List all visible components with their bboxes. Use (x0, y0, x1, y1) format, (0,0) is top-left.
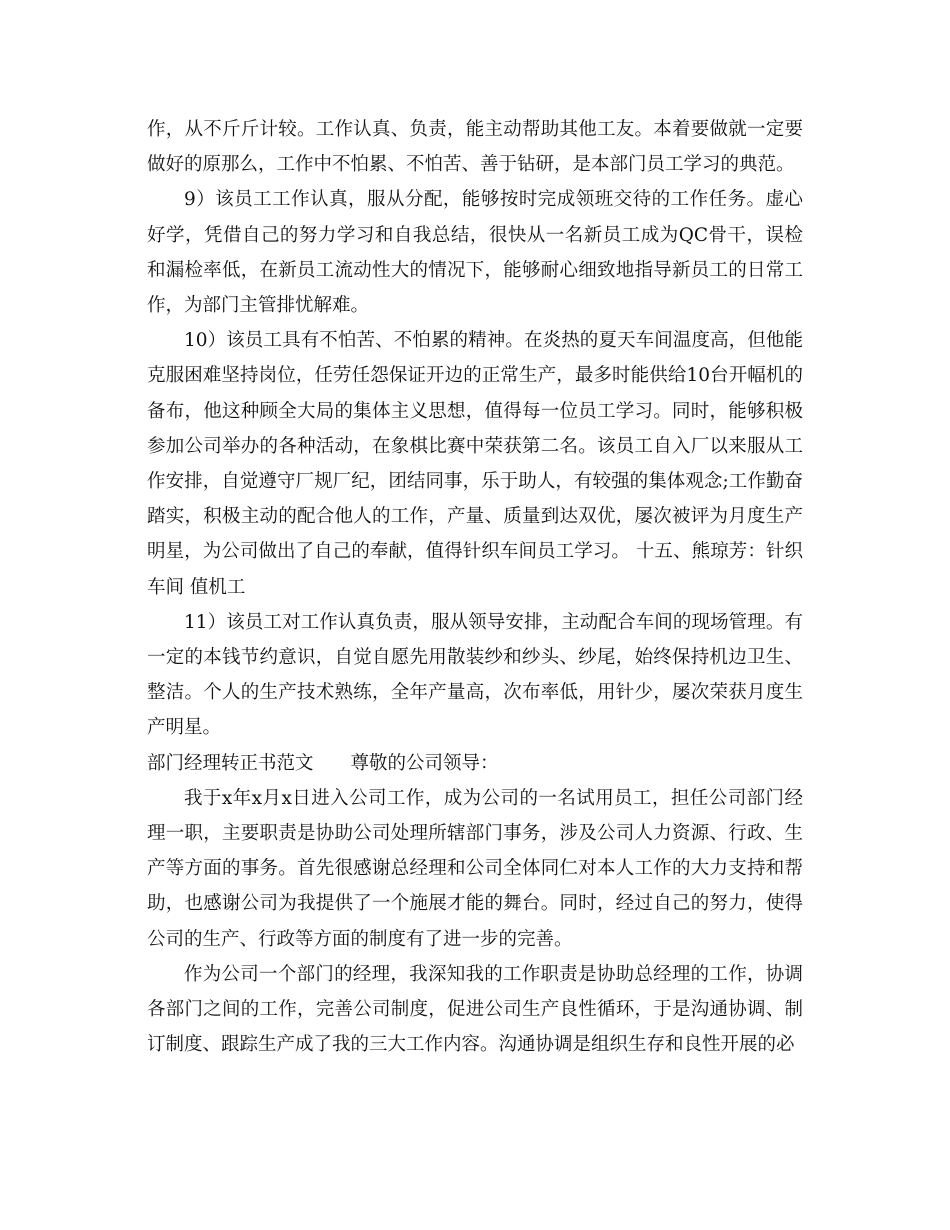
letter-salutation: 尊敬的公司领导： (350, 752, 499, 774)
letter-heading (147, 746, 803, 781)
paragraph-continuation: 作，从不斤斤计较。工作认真、负责，能主动帮助其他工友。本着要做就一定要做好的原那么，工作中不怕累、不怕苦、善于钻研，是本部门员工学习的典范。 (147, 119, 803, 176)
paragraph-item-9: 9）该员工工作认真，服从分配，能够按时完成领班交待的工作任务。虚心好学，凭借自己的努力学习和自我总结，很快从一名新员工成为QC骨干，误检和漏检率低，在新员工流动性大的情况下，能够耐心细致地指导新员工的日常工作，为部门主管排忧解难。 (147, 189, 803, 317)
paragraph-item-10: 10）该员工具有不怕苦、不怕累的精神。在炎热的夏天车间温度高，但他能克服困难坚持岗位，任劳任怨保证开边的正常生产，最多时能供给10台开幅机的备布，他这种顾全大局的集体主义思想，值得每一位员工学习。同时，能够积极参加公司举办的各种活动，在象棋比赛中荣获第二名。该员工自入厂以来服从工作安排，自觉遵守厂规厂纪，团结同事，乐于助人，有较强的集体观念;工作勤奋踏实，积极主动的配合他人的工作，产量、质量到达双优，屡次被评为月度生产明星，为公司做出了自己的奉献，值得针织车间员工学习。 十五、熊琼芳：针织车间 值机工 (147, 330, 803, 598)
letter-paragraph-intro: 我于x年x月x日进入公司工作，成为公司的一名试用员工，担任公司部门经理一职，主要职责是协助公司处理所辖部门事务，涉及公司人力资源、行政、生产等方面的事务。首先很感谢总经理和公司全体同仁对本人工作的大力支持和帮助，也感谢公司为我提供了一个施展才能的舞台。同时，经过自己的努力，使得公司的生产、行政等方面的制度有了进一步的完善。 (147, 787, 803, 950)
letter-paragraph-duties: 作为公司一个部门的经理，我深知我的工作职责是协助总经理的工作，协调各部门之间的工作，完善公司制度，促进公司生产良性循环，于是沟通协调、制订制度、跟踪生产成了我的三大工作内容。沟通协调是组织生存和良性开展的必 (147, 963, 803, 1056)
paragraph-item-11: 11）该员工对工作认真负责，服从领导安排，主动配合车间的现场管理。有一定的本钱节约意识，自觉自愿先用散装纱和纱头、纱尾，始终保持机边卫生、整洁。个人的生产技术熟练，全年产量高，次布率低，用针少，屡次荣获月度生产明星。 (147, 611, 803, 739)
document-title: 部门经理转正书范文 (147, 752, 314, 774)
document-page (147, 112, 803, 1062)
